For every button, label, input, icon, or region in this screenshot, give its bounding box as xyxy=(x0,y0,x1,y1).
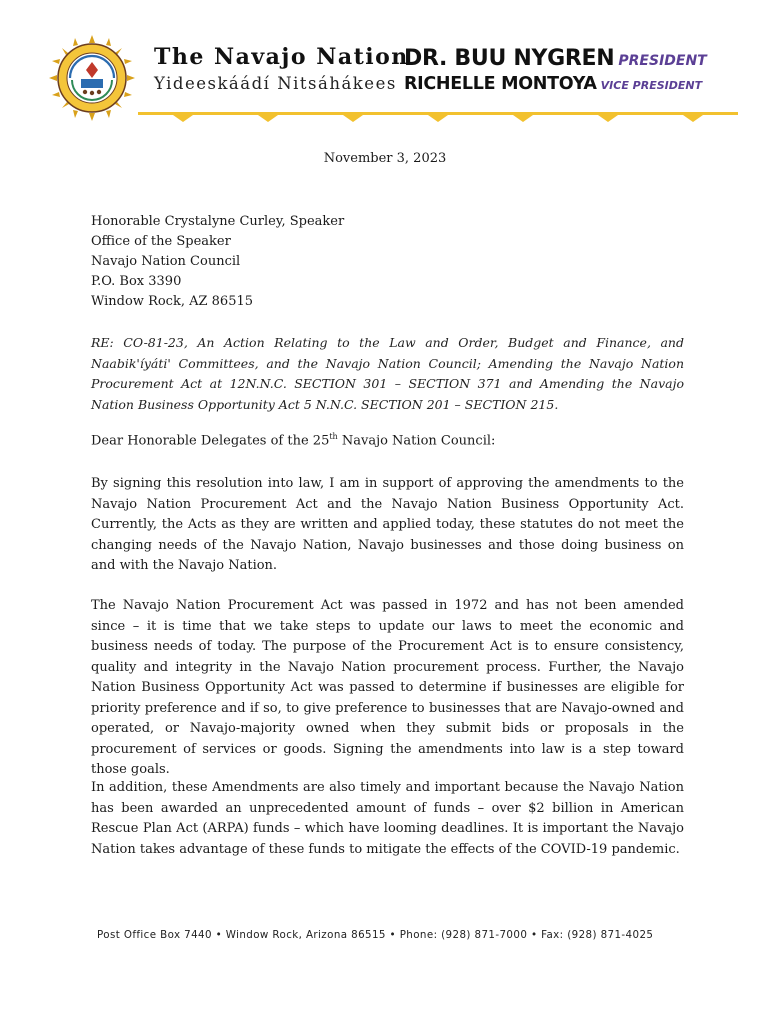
navajo-nation-seal-icon xyxy=(48,34,136,122)
recipient-address xyxy=(91,212,344,312)
president-row xyxy=(404,46,707,71)
salutation xyxy=(91,432,495,448)
officials-block xyxy=(404,46,707,94)
recipient-line: Honorable Crystalyne Curley, Speaker xyxy=(91,214,345,229)
nation-name: The Navajo Nation xyxy=(154,44,409,70)
vice-president-title: VICE PRESIDENT xyxy=(600,79,703,92)
recipient-line: Office of the Speaker xyxy=(91,234,231,249)
body-paragraph: The Navajo Nation Procurement Act was passed in 1972 and has not been amended since – it is time that we take steps to update our laws to meet the economic and business needs of today. The purpose of the Procurement Act is to ensure consistency, quality and integrity in the Navajo Nation procurement process. Further, the Navajo Nation Business Opportunity Act was passed to determine if businesses are eligible for priority preference and if so, to give preference to businesses that are Navajo-owned and operated, or Navajo-majority owned when they submit bids or proposals in the procurement of services or goods. Signing the amendments into law is a step toward those goals. xyxy=(91,598,684,777)
letterhead-divider xyxy=(138,104,738,122)
letterhead xyxy=(48,34,738,124)
vice-president-name: RICHELLE MONTOYA xyxy=(404,74,597,94)
nation-name-navajo: Yideeskáádí Nitsáhákees xyxy=(154,74,397,93)
recipient-line: P.O. Box 3390 xyxy=(91,274,182,289)
subject-line: RE: CO-81-23, An Action Relating to the Law and Order, Budget and Finance, and Naabik'íyáti' Committees, and the Navajo Nation Council; Amending the Navajo Nation Procurement Act at 12N.N.C. SECTION 301 – SECTION 371 and Amending the Navajo Nation Business Opportunity Act 5 N.N.C. SECTION 201 – SECTION 215. xyxy=(91,335,684,412)
letter-date: November 3, 2023 xyxy=(323,151,447,166)
recipient-line: Navajo Nation Council xyxy=(91,254,241,269)
recipient-line: Window Rock, AZ 86515 xyxy=(91,294,254,309)
nation-name-block xyxy=(154,44,409,93)
body-paragraph: In addition, these Amendments are also timely and important because the Navajo Nation has been awarded an unprecedented amount of funds – over $2 billion in American Rescue Plan Act (ARPA) funds – which have looming deadlines. It is important the Navajo Nation takes advantage of these funds to mitigate the effects of the COVID-19 pandemic. xyxy=(91,780,684,857)
salutation-text-end: Navajo Nation Council: xyxy=(337,433,496,449)
salutation-ordinal: th xyxy=(329,432,338,441)
president-title: PRESIDENT xyxy=(618,53,707,69)
body-paragraph: By signing this resolution into law, I am in support of approving the amendments to the Navajo Nation Procurement Act and the Navajo Nation Business Opportunity Act. Currently, the Acts as they are written and applied today, these statutes do not meet the changing needs of the Navajo Nation, Navajo businesses and those doing business on and with the Navajo Nation. xyxy=(91,476,684,573)
vice-president-row xyxy=(404,74,707,94)
footer-contact: Post Office Box 7440 • Window Rock, Arizona 86515 • Phone: (928) 871-7000 • Fax: (928) 871-4025 xyxy=(97,929,654,941)
president-name: DR. BUU NYGREN xyxy=(404,46,615,71)
salutation-text: Dear Honorable Delegates of the 25 xyxy=(91,433,330,449)
